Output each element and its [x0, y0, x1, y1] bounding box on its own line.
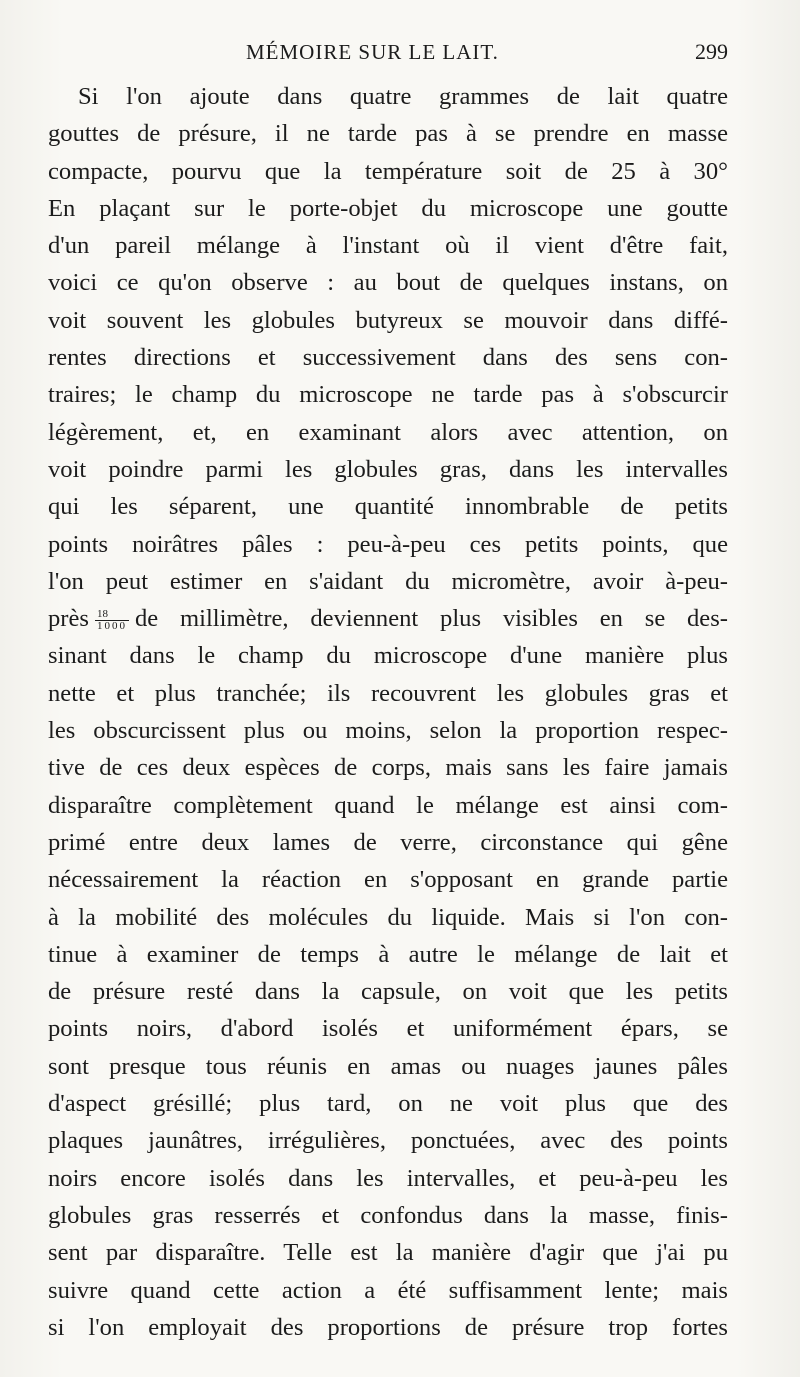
text-line: gouttes de présure, il ne tarde pas à se prendre en masse [48, 120, 728, 148]
text-line: voici ce qu'on observe : au bout de quelques instans, on [48, 269, 728, 297]
text-line: suivre quand cette action a été suffisamment lente; mais [48, 1276, 728, 1304]
text-line: traires; le champ du microscope ne tarde pas à s'obscurcir [48, 381, 728, 409]
page-header [48, 34, 728, 70]
fraction-numerator: 18 [95, 609, 129, 621]
text-line: points noirs, d'abord isolés et uniformément épars, se [48, 1015, 728, 1043]
text-line: d'un pareil mélange à l'instant où il vient d'être fait, [48, 232, 728, 260]
text-line: noirs encore isolés dans les intervalles, et peu-à-peu les [48, 1164, 728, 1192]
text-line: si l'on employait des proportions de présure trop fortes [48, 1313, 728, 1341]
fraction-line-suffix: de millimètre, deviennent plus visibles en se des- [134, 605, 728, 633]
text-line: primé entre deux lames de verre, circonstance qui gêne [48, 828, 728, 856]
text-line: points noirâtres pâles : peu-à-peu ces petits points, que [48, 530, 728, 558]
text-line: sinant dans le champ du microscope d'une manière plus [48, 642, 728, 670]
text-line: sent par disparaître. Telle est la manière d'agir que j'ai pu [48, 1239, 728, 1267]
text-line: tinue à examiner de temps à autre le mélange de lait et [48, 940, 728, 968]
body-text [48, 78, 728, 1346]
text-line: nécessairement la réaction en s'opposant en grande partie [48, 866, 728, 894]
text-line: plaques jaunâtres, irrégulières, ponctuées, avec des points [48, 1127, 728, 1155]
text-line: légèrement, et, en examinant alors avec attention, on [48, 418, 728, 446]
text-line: sont presque tous réunis en amas ou nuages jaunes pâles [48, 1052, 728, 1080]
page-number: 299 [695, 39, 728, 64]
fraction [95, 609, 129, 632]
text-line: En plaçant sur le porte-objet du microscope une goutte [48, 194, 728, 222]
text-line: voit souvent les globules butyreux se mouvoir dans diffé- [48, 306, 728, 334]
text-line: tive de ces deux espèces de corps, mais sans les faire jamais [48, 754, 728, 782]
text-line: rentes directions et successivement dans des sens con- [48, 344, 728, 372]
text-line: à la mobilité des molécules du liquide. Mais si l'on con- [48, 903, 728, 931]
text-line-with-fraction [48, 600, 728, 637]
text-line: globules gras resserrés et confondus dans la masse, finis- [48, 1201, 728, 1229]
fraction-line-prefix: près [48, 605, 89, 633]
text-line: qui les séparent, une quantité innombrable de petits [48, 493, 728, 521]
text-line: Si l'on ajoute dans quatre grammes de lait quatre [78, 83, 728, 110]
text-line: d'aspect grésillé; plus tard, on ne voit plus que des [48, 1090, 728, 1118]
fraction-denominator: 1000 [96, 620, 127, 633]
text-line: de présure resté dans la capsule, on voit que les petits [48, 978, 728, 1006]
text-line: nette et plus tranchée; ils recouvrent les globules gras et [48, 679, 728, 707]
text-line: les obscurcissent plus ou moins, selon la proportion respec- [48, 717, 728, 745]
text-line: compacte, pourvu que la température soit de 25 à 30° [48, 157, 728, 185]
text-line: voit poindre parmi les globules gras, dans les intervalles [48, 455, 728, 483]
text-line: l'on peut estimer en s'aidant du micromètre, avoir à-peu- [48, 567, 728, 595]
running-title: MÉMOIRE SUR LE LAIT. [246, 40, 499, 64]
text-line: disparaître complètement quand le mélange est ainsi com- [48, 791, 728, 819]
